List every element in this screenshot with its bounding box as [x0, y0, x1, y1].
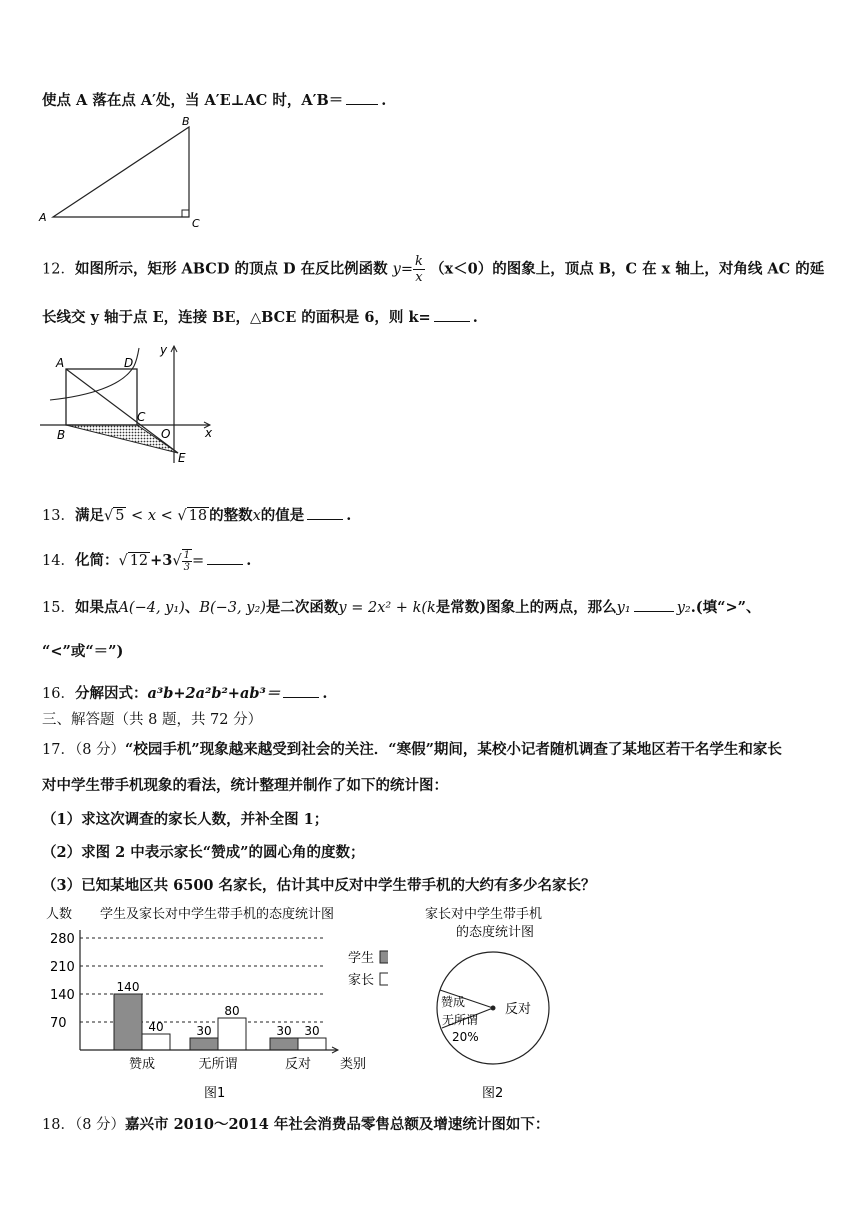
bar-student [114, 994, 142, 1050]
triangle-shape [53, 127, 189, 217]
q13-post2: 的值是 [260, 507, 305, 524]
bar-value-label: 140 [116, 980, 140, 994]
bar-chart-ylabel: 人数 [46, 907, 73, 922]
q15-line2-text: “<”或“＝”) [42, 643, 124, 660]
bar-category-label: 无所谓 [198, 1057, 238, 1072]
bar-value-label: 30 [196, 1024, 212, 1038]
pie-slice-fandui: 反对 [505, 1002, 532, 1017]
fig-label-a: A [56, 356, 65, 370]
bar-parent [218, 1018, 246, 1050]
pie-slice-wusuowei-pct: 20% [452, 1030, 479, 1044]
q14-frac-den: 3 [183, 562, 191, 573]
bar-value-label: 30 [276, 1024, 292, 1038]
q15-mid2: 是常数 [435, 599, 480, 616]
q16-end: . [322, 685, 328, 702]
q13-lt2: < [156, 508, 178, 524]
bar-category-label: 赞成 [128, 1057, 156, 1072]
q14: 14．化简：√ 12 +3√ $\frac{1}{3}$ = . [42, 550, 252, 573]
q15-post: .(填“>”、 [690, 599, 761, 616]
q18-score: （8 分） [74, 1117, 126, 1133]
bar-parent [142, 1034, 170, 1050]
bar-student [270, 1038, 298, 1050]
q12-cond: （x＜0）的图象上，顶点 B，C 在 x 轴上，对角线 AC 的延 [429, 260, 825, 278]
bar-student [190, 1038, 218, 1050]
q15-y2: y₂ [676, 600, 691, 616]
triangle-figure [36, 115, 216, 230]
q13-root1: 5 [115, 508, 125, 524]
q15-point-b: B(−3, y₂) [199, 600, 266, 616]
q12-fraction [413, 254, 425, 285]
q17-sub3: （3）已知某地区共 6500 名家长，估计其中反对中学生带手机的大约有多少名家长？ [42, 877, 596, 894]
q14-answer-blank [207, 550, 243, 565]
q12-frac-den: x [415, 270, 423, 285]
bar-chart [38, 900, 388, 1105]
q14-end: . [246, 552, 252, 569]
pie-center-dot [491, 1006, 496, 1011]
q14-fraction [182, 549, 192, 573]
q14-frac-num: 1 [183, 550, 191, 561]
bar-value-label: 40 [148, 1020, 164, 1034]
q12-func-eq: = [400, 261, 414, 278]
q17-number: 17． [42, 742, 75, 758]
pie-chart [420, 900, 580, 1105]
label-c: C [192, 217, 200, 230]
q17-sub1: （1）求这次调查的家长人数，并补全图 1； [42, 811, 329, 828]
q15-func: y = 2x² + k(k [338, 600, 436, 616]
q13: 13．满足√ 5 < x < √ 18 的整数x的值是 . [42, 507, 352, 524]
legend-swatch [380, 951, 388, 963]
q16 [42, 683, 327, 704]
q11-answer-blank [346, 90, 378, 105]
pie-slice-wusuowei: 无所谓 [442, 1013, 479, 1027]
fig-label-x: x [205, 426, 213, 440]
q18 [42, 1115, 549, 1135]
q14-plus: +3 [150, 552, 173, 569]
bar-chart-caption: 图1 [204, 1086, 226, 1101]
pie-title-line2: 的态度统计图 [456, 925, 535, 940]
q17-line1 [42, 740, 782, 760]
q13-var: x [147, 508, 156, 524]
q15-mid: 是二次函数 [265, 599, 339, 616]
fig-label-e: E [178, 451, 186, 465]
bar-ytick-label: 210 [50, 960, 75, 975]
q17-sub2: （2）求图 2 中表示家长“赞成”的圆心角的度数； [42, 844, 365, 861]
q15-point-a: A(−4, y₁) [118, 600, 185, 616]
q12-line1 [42, 254, 824, 285]
q16-pre: 分解因式： [74, 685, 148, 702]
fig-label-c: C [137, 410, 146, 424]
q12-part1: 如图所示，矩形 ABCD 的顶点 D 在反比例函数 [74, 260, 388, 278]
bar-ytick-label: 280 [50, 932, 75, 947]
q12-line2 [42, 307, 478, 328]
q12-number: 12． [42, 261, 75, 278]
q15-y1: y₁ [616, 600, 631, 616]
q16-expr: a³b+2a²b²+ab³＝ [147, 685, 281, 702]
q15-line1 [42, 597, 760, 618]
q12-answer-blank [434, 307, 470, 322]
q13-lt1: < [126, 508, 148, 524]
bar-ytick-label: 70 [50, 1016, 67, 1031]
legend-label: 学生 [348, 951, 375, 966]
q11-end: . [381, 92, 387, 109]
section3-title: 三、解答题（共 8 题，共 72 分） [42, 712, 263, 728]
q13-var2: x [252, 508, 261, 524]
q16-answer-blank [283, 683, 319, 698]
bar-value-label: 80 [224, 1004, 240, 1018]
bar-chart-title: 学生及家长对中学生带手机的态度统计图 [100, 907, 335, 922]
q13-answer-blank [307, 505, 343, 520]
q13-pre: 满足 [74, 507, 104, 524]
q13-number: 13． [42, 508, 75, 524]
fig-label-d: D [124, 356, 134, 370]
rectangle-figure [38, 338, 228, 468]
q18-text: 嘉兴市 2010～2014 年社会消费品零售总额及增速统计图如下： [125, 1116, 550, 1133]
q13-post: 的整数 [209, 507, 253, 524]
label-a: A [39, 211, 47, 224]
right-angle-mark [182, 210, 189, 217]
bar-chart-xlabel: 类别 [340, 1057, 367, 1072]
bar-category-label: 反对 [284, 1057, 312, 1072]
q15-mid3: )图象上的两点，那么 [479, 599, 617, 616]
q17-line1-text: “校园手机”现象越来越受到社会的关注．“寒假”期间，某校小记者随机调查了某地区若干名学生和家长 [125, 741, 782, 758]
q15-number: 15． [42, 600, 75, 616]
q15-pre: 如果点 [74, 599, 119, 616]
fig-label-y: y [160, 343, 168, 357]
q17-score: （8 分） [74, 742, 126, 758]
q13-end: . [346, 507, 352, 524]
q12-part2: 长线交 y 轴于点 E，连接 BE，△BCE 的面积是 6，则 k= [42, 309, 431, 326]
q14-number: 14． [42, 553, 75, 569]
q18-number: 18． [42, 1117, 75, 1133]
q11-text: 使点 A 落在点 A′处，当 A′E⊥AC 时，A′B＝ [42, 92, 344, 109]
q14-eq: = [192, 553, 205, 569]
q14-root1: 12 [129, 553, 149, 569]
q15-line2 [42, 642, 123, 662]
q13-root2: 18 [188, 508, 208, 524]
q14-pre: 化简： [74, 552, 119, 569]
q17-line2: 对中学生带手机现象的看法，统计整理并制作了如下的统计图： [42, 777, 448, 794]
label-b: B [182, 115, 190, 128]
legend-label: 家长 [348, 973, 375, 988]
q12-end: . [472, 309, 478, 326]
bar-value-label: 30 [304, 1024, 320, 1038]
fig-label-o: O [161, 427, 171, 441]
q16-number: 16． [42, 686, 75, 702]
pie-slice-zancheng: 赞成 [441, 995, 466, 1009]
legend-swatch [380, 973, 388, 985]
q15-answer-blank [634, 597, 674, 612]
q15-sep: 、 [184, 599, 200, 616]
bar-parent [298, 1038, 326, 1050]
bar-ytick-label: 140 [50, 988, 75, 1003]
fig-label-b: B [57, 428, 66, 442]
q12-func-y: y [392, 261, 401, 278]
q12-frac-num: k [415, 254, 423, 269]
pie-title-line1: 家长对中学生带手机 [425, 907, 543, 922]
q11-tail [42, 90, 386, 111]
pie-chart-caption: 图2 [482, 1086, 504, 1101]
